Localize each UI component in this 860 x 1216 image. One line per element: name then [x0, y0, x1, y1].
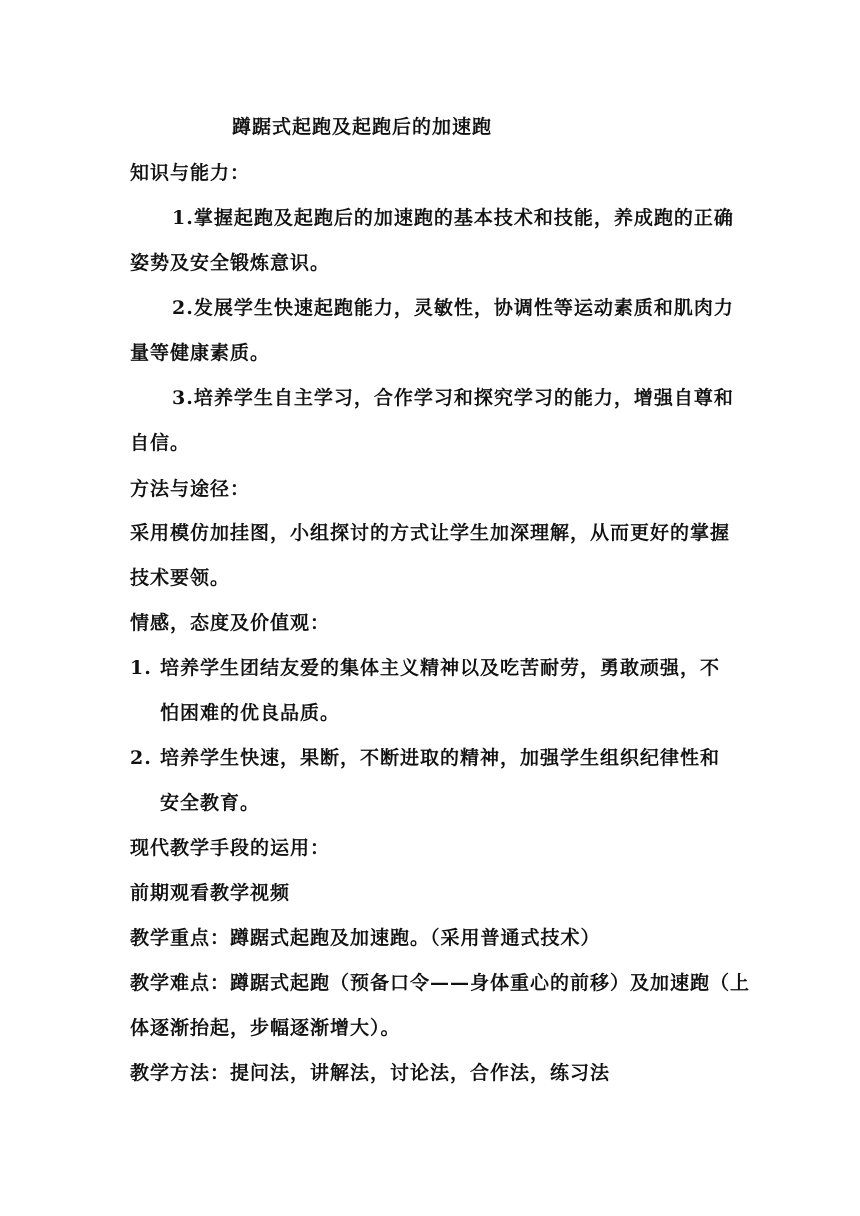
knowledge-item-1-line-1: 1.掌握起跑及起跑后的加速跑的基本技术和技能，养成跑的正确 — [172, 207, 734, 229]
emotion-item-2-line-2: 安全教育。 — [160, 792, 261, 814]
knowledge-item-3-line-1: 3.培养学生自主学习，合作学习和探究学习的能力，增强自尊和 — [172, 387, 734, 409]
teaching-focus: 教学重点：蹲踞式起跑及加速跑。（采用普通式技术） — [130, 927, 601, 949]
method-line-1: 采用模仿加挂图，小组探讨的方式让学生加深理解，从而更好的掌握 — [130, 522, 731, 544]
emotion-item-1-line-1: 培养学生团结友爱的集体主义精神以及吃苦耐劳，勇敢顽强，不 — [160, 657, 721, 679]
method-heading: 方法与途径： — [130, 478, 251, 500]
knowledge-item-2-line-2: 量等健康素质。 — [130, 342, 271, 364]
modern-heading: 现代教学手段的运用： — [130, 837, 331, 859]
emotion-item-2-line-1: 培养学生快速，果断，不断进取的精神，加强学生组织纪律性和 — [160, 747, 721, 769]
document-title: 蹲踞式起跑及起跑后的加速跑 — [232, 116, 493, 138]
method-line-2: 技术要领。 — [130, 567, 231, 589]
emotion-item-1-line-2: 怕困难的优良品质。 — [160, 702, 341, 724]
teaching-difficulty-line-2: 体逐渐抬起，步幅逐渐增大）。 — [130, 1017, 401, 1039]
knowledge-item-3-line-2: 自信。 — [130, 432, 191, 454]
teaching-methods: 教学方法：提问法，讲解法，讨论法，合作法，练习法 — [130, 1062, 611, 1084]
emotion-heading: 情感，态度及价值观： — [130, 612, 331, 634]
modern-line-1: 前期观看教学视频 — [130, 882, 291, 904]
knowledge-heading: 知识与能力： — [130, 162, 251, 184]
knowledge-item-1-line-2: 姿势及安全锻炼意识。 — [130, 252, 331, 274]
emotion-item-2-number: 2. — [130, 747, 152, 769]
knowledge-item-2-line-1: 2.发展学生快速起跑能力，灵敏性，协调性等运动素质和肌肉力 — [172, 297, 734, 319]
teaching-difficulty-line-1: 教学难点：蹲踞式起跑（预备口令——身体重心的前移）及加速跑（上 — [130, 972, 751, 994]
emotion-item-1-number: 1. — [130, 657, 152, 679]
